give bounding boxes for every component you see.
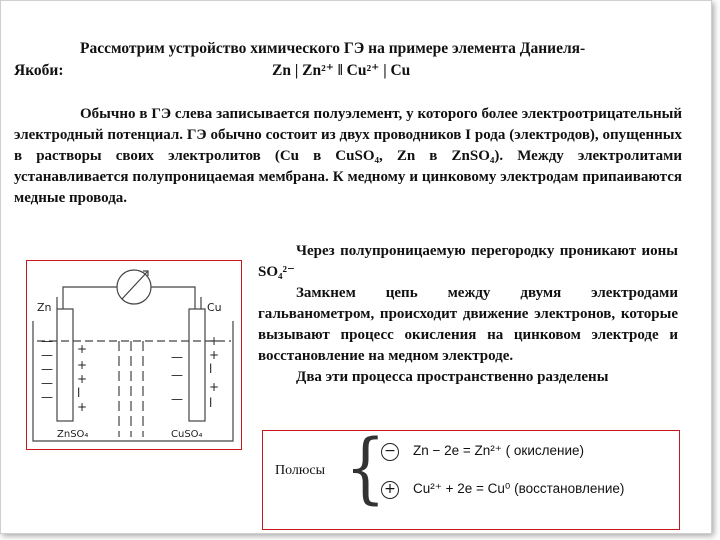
- poles-box: [262, 424, 680, 530]
- svg-text:—: —: [41, 334, 53, 348]
- svg-text:+: +: [77, 358, 88, 372]
- svg-text:+: +: [77, 400, 88, 414]
- minus-sign-icon: −: [381, 443, 399, 461]
- explanation-p3: [258, 367, 678, 388]
- reduction-equation: Cu²⁺ + 2e = Cu⁰ (восстановление): [413, 481, 625, 496]
- svg-text:—: —: [171, 368, 183, 382]
- svg-text:—: —: [41, 362, 53, 376]
- galvanic-cell-diagram: [26, 260, 242, 450]
- oxidation-equation: Zn − 2e = Zn²⁺ ( окисление): [413, 443, 585, 458]
- explanation-p3-text: Два эти процесса пространственно разделены: [296, 369, 609, 385]
- svg-text:—: —: [171, 392, 183, 406]
- intro-paragraph: [14, 104, 682, 209]
- explanation-p2: [258, 283, 678, 367]
- title-line-1: Рассмотрим устройство химического ГЭ на примере элемента Даниеля-: [80, 40, 586, 57]
- svg-text:+: +: [209, 348, 220, 362]
- galvanic-cell-drawing: [27, 261, 241, 449]
- title-line-2: Якоби:: [14, 62, 64, 79]
- zn-electrode-label: Zn: [37, 301, 52, 314]
- svg-text:l: l: [209, 396, 213, 410]
- slide-title: [14, 38, 682, 82]
- title-formula: Zn | Zn²⁺ ‖ Cu²⁺ | Cu: [272, 62, 411, 79]
- explanation-p1-text: Через полупроницаемую перегородку проникают ионы SO₄²⁻: [258, 243, 678, 280]
- svg-text:l: l: [77, 386, 81, 400]
- svg-text:l: l: [209, 362, 213, 376]
- svg-text:—: —: [41, 376, 53, 390]
- cu-electrode-label: Cu: [207, 301, 222, 314]
- right-solution-label: CuSO₄: [171, 429, 203, 440]
- svg-text:+: +: [77, 342, 88, 356]
- explanation-p2-text: Замкнем цепь между двумя электродами гальванометром, происходит движение электронов, которые вызывают процесс окисления на цинковом электроде и восстановление на медном электроде.: [258, 285, 678, 364]
- zinc-electrode: [57, 309, 73, 421]
- charge-signs: [41, 334, 219, 414]
- poles-label: Полюсы: [275, 463, 325, 478]
- svg-text:—: —: [41, 348, 53, 362]
- explanation-p1: [258, 241, 678, 283]
- left-solution-label: ZnSO₄: [57, 429, 89, 440]
- intro-paragraph-text: Обычно в ГЭ слева записывается полуэлемент, у которого более электроотрицательный электродный потенциал. ГЭ обычно состоит из двух проводников I рода (электродов), опущенных в растворы своих электролитов (Cu в CuSO₄, Zn в ZnSO₄). Между электролитами устанавливается полупроницаемая мембрана. К медному и цинковому электродам припаиваются медные провода.: [14, 106, 682, 206]
- explanation-text: [258, 241, 678, 388]
- plus-sign-icon: +: [381, 481, 399, 499]
- copper-electrode: [189, 309, 205, 421]
- svg-text:+: +: [77, 372, 88, 386]
- brace-icon: {: [345, 424, 386, 514]
- svg-text:+: +: [209, 334, 220, 348]
- svg-text:+: +: [209, 380, 220, 394]
- svg-text:—: —: [171, 350, 183, 364]
- svg-text:—: —: [41, 390, 53, 404]
